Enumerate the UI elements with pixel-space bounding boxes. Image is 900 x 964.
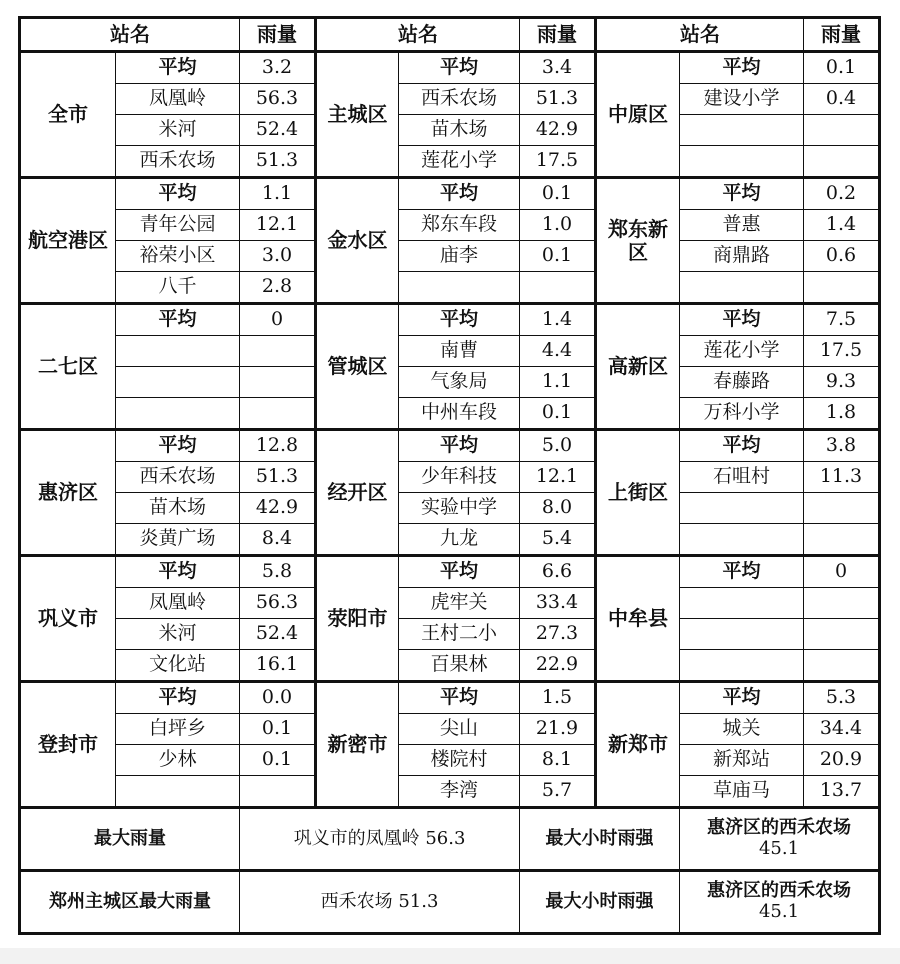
station-name: 城关 <box>680 714 804 745</box>
rainfall-value: 16.1 <box>240 650 316 682</box>
station-name: 文化站 <box>116 650 240 682</box>
station-name: 草庙马 <box>680 776 804 808</box>
station-name: 南曹 <box>399 336 520 367</box>
station-name: 米河 <box>116 619 240 650</box>
rainfall-value: 12.8 <box>240 430 316 462</box>
rainfall-value: 3.0 <box>240 241 316 272</box>
table-row <box>20 524 880 556</box>
average-label: 平均 <box>399 430 520 462</box>
station-name: 百果林 <box>399 650 520 682</box>
station-name <box>680 146 804 178</box>
average-label: 平均 <box>680 556 804 588</box>
average-label: 平均 <box>116 52 240 84</box>
rainfall-value: 1.4 <box>804 210 880 241</box>
summary-label: 最大小时雨强 <box>520 808 680 871</box>
station-name: 苗木场 <box>399 115 520 146</box>
rainfall-value: 17.5 <box>520 146 596 178</box>
rainfall-value: 0.2 <box>804 178 880 210</box>
summary-row <box>20 871 880 934</box>
average-label: 平均 <box>399 304 520 336</box>
station-name: 庙李 <box>399 241 520 272</box>
station-name: 八千 <box>116 272 240 304</box>
station-name <box>680 115 804 146</box>
station-name: 西禾农场 <box>399 84 520 115</box>
rainfall-value: 1.4 <box>520 304 596 336</box>
station-name <box>680 588 804 619</box>
rainfall-value: 0.1 <box>240 714 316 745</box>
station-name: 青年公园 <box>116 210 240 241</box>
station-name: 楼院村 <box>399 745 520 776</box>
station-name: 李湾 <box>399 776 520 808</box>
rainfall-value: 21.9 <box>520 714 596 745</box>
table-row <box>20 556 880 588</box>
average-label: 平均 <box>680 52 804 84</box>
rainfall-value: 0.1 <box>520 178 596 210</box>
district-name: 登封市 <box>20 682 116 808</box>
district-name: 郑东新区 <box>596 178 680 304</box>
header-station: 站名 <box>316 18 520 52</box>
station-name: 炎黄广场 <box>116 524 240 556</box>
rainfall-value: 4.4 <box>520 336 596 367</box>
station-name: 尖山 <box>399 714 520 745</box>
station-name: 少林 <box>116 745 240 776</box>
table-row <box>20 776 880 808</box>
station-name: 凤凰岭 <box>116 84 240 115</box>
rainfall-value: 1.1 <box>520 367 596 398</box>
rainfall-value <box>804 146 880 178</box>
station-name: 郑东车段 <box>399 210 520 241</box>
rainfall-value: 7.5 <box>804 304 880 336</box>
station-name: 西禾农场 <box>116 146 240 178</box>
rainfall-value: 42.9 <box>240 493 316 524</box>
table-row <box>20 398 880 430</box>
average-label: 平均 <box>399 52 520 84</box>
rainfall-value: 3.4 <box>520 52 596 84</box>
average-label: 平均 <box>399 178 520 210</box>
district-name: 巩义市 <box>20 556 116 682</box>
rainfall-value <box>804 115 880 146</box>
rainfall-value: 1.5 <box>520 682 596 714</box>
table-row <box>20 430 880 462</box>
average-label: 平均 <box>680 178 804 210</box>
table-row <box>20 745 880 776</box>
district-name: 管城区 <box>316 304 399 430</box>
rainfall-value: 0 <box>240 304 316 336</box>
rainfall-value: 11.3 <box>804 462 880 493</box>
rainfall-value: 8.0 <box>520 493 596 524</box>
station-name: 实验中学 <box>399 493 520 524</box>
rainfall-value: 17.5 <box>804 336 880 367</box>
station-name: 普惠 <box>680 210 804 241</box>
district-name: 荥阳市 <box>316 556 399 682</box>
rainfall-value: 1.8 <box>804 398 880 430</box>
header-station: 站名 <box>596 18 804 52</box>
rainfall-table <box>18 16 881 935</box>
station-name: 石咀村 <box>680 462 804 493</box>
station-name <box>680 619 804 650</box>
header-rain: 雨量 <box>520 18 596 52</box>
rainfall-value: 51.3 <box>240 146 316 178</box>
station-name: 西禾农场 <box>116 462 240 493</box>
header-rain: 雨量 <box>240 18 316 52</box>
station-name: 凤凰岭 <box>116 588 240 619</box>
station-name: 白坪乡 <box>116 714 240 745</box>
rainfall-value <box>240 367 316 398</box>
rainfall-table-container <box>18 16 878 935</box>
district-name: 中牟县 <box>596 556 680 682</box>
station-name: 万科小学 <box>680 398 804 430</box>
district-name: 二七区 <box>20 304 116 430</box>
rainfall-value: 5.0 <box>520 430 596 462</box>
rainfall-value: 0.1 <box>804 52 880 84</box>
rainfall-value: 5.7 <box>520 776 596 808</box>
rainfall-value: 5.3 <box>804 682 880 714</box>
station-name: 莲花小学 <box>399 146 520 178</box>
summary-value-number: 45.1 <box>758 838 800 859</box>
table-row <box>20 682 880 714</box>
table-row <box>20 272 880 304</box>
table-row <box>20 52 880 84</box>
rainfall-value: 51.3 <box>240 462 316 493</box>
station-name: 莲花小学 <box>680 336 804 367</box>
rainfall-value: 51.3 <box>520 84 596 115</box>
rainfall-value: 12.1 <box>520 462 596 493</box>
table-row <box>20 210 880 241</box>
station-name <box>116 367 240 398</box>
rainfall-value: 52.4 <box>240 115 316 146</box>
station-name: 气象局 <box>399 367 520 398</box>
average-label: 平均 <box>680 682 804 714</box>
rainfall-value <box>804 588 880 619</box>
district-name: 新密市 <box>316 682 399 808</box>
rainfall-value: 12.1 <box>240 210 316 241</box>
station-name: 九龙 <box>399 524 520 556</box>
summary-value <box>680 808 880 871</box>
rainfall-value: 5.4 <box>520 524 596 556</box>
station-name: 中州车段 <box>399 398 520 430</box>
rainfall-value: 20.9 <box>804 745 880 776</box>
district-name: 惠济区 <box>20 430 116 556</box>
rainfall-value: 33.4 <box>520 588 596 619</box>
rainfall-value: 5.8 <box>240 556 316 588</box>
table-row <box>20 178 880 210</box>
table-row <box>20 650 880 682</box>
rainfall-value <box>804 493 880 524</box>
table-row <box>20 84 880 115</box>
rainfall-value: 8.1 <box>520 745 596 776</box>
district-name: 经开区 <box>316 430 399 556</box>
station-name <box>680 493 804 524</box>
station-name: 苗木场 <box>116 493 240 524</box>
table-row <box>20 146 880 178</box>
table-row <box>20 367 880 398</box>
table-row <box>20 714 880 745</box>
district-name: 上街区 <box>596 430 680 556</box>
station-name: 春藤路 <box>680 367 804 398</box>
table-row <box>20 241 880 272</box>
district-name: 全市 <box>20 52 116 178</box>
station-name: 虎牢关 <box>399 588 520 619</box>
rainfall-value: 0.6 <box>804 241 880 272</box>
summary-value <box>680 871 880 934</box>
average-label: 平均 <box>116 178 240 210</box>
table-row <box>20 336 880 367</box>
rainfall-value <box>520 272 596 304</box>
station-name: 商鼎路 <box>680 241 804 272</box>
average-label: 平均 <box>399 682 520 714</box>
rainfall-value: 34.4 <box>804 714 880 745</box>
station-name <box>680 272 804 304</box>
table-row <box>20 619 880 650</box>
summary-value-number: 45.1 <box>758 901 800 922</box>
rainfall-value <box>804 524 880 556</box>
station-name <box>399 272 520 304</box>
station-name <box>116 776 240 808</box>
summary-value-station: 惠济区的西禾农场 <box>707 880 851 902</box>
rainfall-value: 52.4 <box>240 619 316 650</box>
district-name: 高新区 <box>596 304 680 430</box>
station-name <box>116 398 240 430</box>
rainfall-value: 0.4 <box>804 84 880 115</box>
average-label: 平均 <box>116 304 240 336</box>
rainfall-value: 6.6 <box>520 556 596 588</box>
rainfall-value: 56.3 <box>240 588 316 619</box>
rainfall-value: 0.1 <box>520 241 596 272</box>
rainfall-value: 27.3 <box>520 619 596 650</box>
average-label: 平均 <box>680 430 804 462</box>
station-name: 少年科技 <box>399 462 520 493</box>
summary-value-station: 惠济区的西禾农场 <box>707 817 851 839</box>
summary-label: 郑州主城区最大雨量 <box>20 871 240 934</box>
station-name <box>680 524 804 556</box>
rainfall-value: 13.7 <box>804 776 880 808</box>
rainfall-value: 2.8 <box>240 272 316 304</box>
summary-row <box>20 808 880 871</box>
average-label: 平均 <box>399 556 520 588</box>
rainfall-value: 1.0 <box>520 210 596 241</box>
rainfall-value <box>240 398 316 430</box>
table-row <box>20 493 880 524</box>
station-name <box>116 336 240 367</box>
rainfall-value: 3.8 <box>804 430 880 462</box>
rainfall-value: 56.3 <box>240 84 316 115</box>
station-name: 建设小学 <box>680 84 804 115</box>
rainfall-value <box>240 336 316 367</box>
table-row <box>20 115 880 146</box>
average-label: 平均 <box>680 304 804 336</box>
station-name: 裕荣小区 <box>116 241 240 272</box>
average-label: 平均 <box>116 430 240 462</box>
table-row <box>20 588 880 619</box>
district-name: 新郑市 <box>596 682 680 808</box>
rainfall-value: 3.2 <box>240 52 316 84</box>
rainfall-value <box>804 650 880 682</box>
district-name: 主城区 <box>316 52 399 178</box>
station-name: 新郑站 <box>680 745 804 776</box>
station-name: 米河 <box>116 115 240 146</box>
district-name: 航空港区 <box>20 178 116 304</box>
table-row <box>20 462 880 493</box>
header-rain: 雨量 <box>804 18 880 52</box>
bottom-strip <box>0 948 900 964</box>
summary-label: 最大小时雨强 <box>520 871 680 934</box>
rainfall-value <box>804 272 880 304</box>
summary-label: 最大雨量 <box>20 808 240 871</box>
station-name: 王村二小 <box>399 619 520 650</box>
rainfall-value <box>240 776 316 808</box>
header-row <box>20 18 880 52</box>
rainfall-value: 22.9 <box>520 650 596 682</box>
average-label: 平均 <box>116 556 240 588</box>
rainfall-value: 1.1 <box>240 178 316 210</box>
district-name: 金水区 <box>316 178 399 304</box>
rainfall-value: 9.3 <box>804 367 880 398</box>
rainfall-value: 0.0 <box>240 682 316 714</box>
station-name <box>680 650 804 682</box>
rainfall-value: 8.4 <box>240 524 316 556</box>
rainfall-value <box>804 619 880 650</box>
rainfall-value: 0.1 <box>520 398 596 430</box>
summary-value: 巩义市的凤凰岭 56.3 <box>240 808 520 871</box>
average-label: 平均 <box>116 682 240 714</box>
rainfall-value: 42.9 <box>520 115 596 146</box>
summary-value: 西禾农场 51.3 <box>240 871 520 934</box>
rainfall-value: 0.1 <box>240 745 316 776</box>
district-name: 中原区 <box>596 52 680 178</box>
rainfall-value: 0 <box>804 556 880 588</box>
header-station: 站名 <box>20 18 240 52</box>
table-row <box>20 304 880 336</box>
